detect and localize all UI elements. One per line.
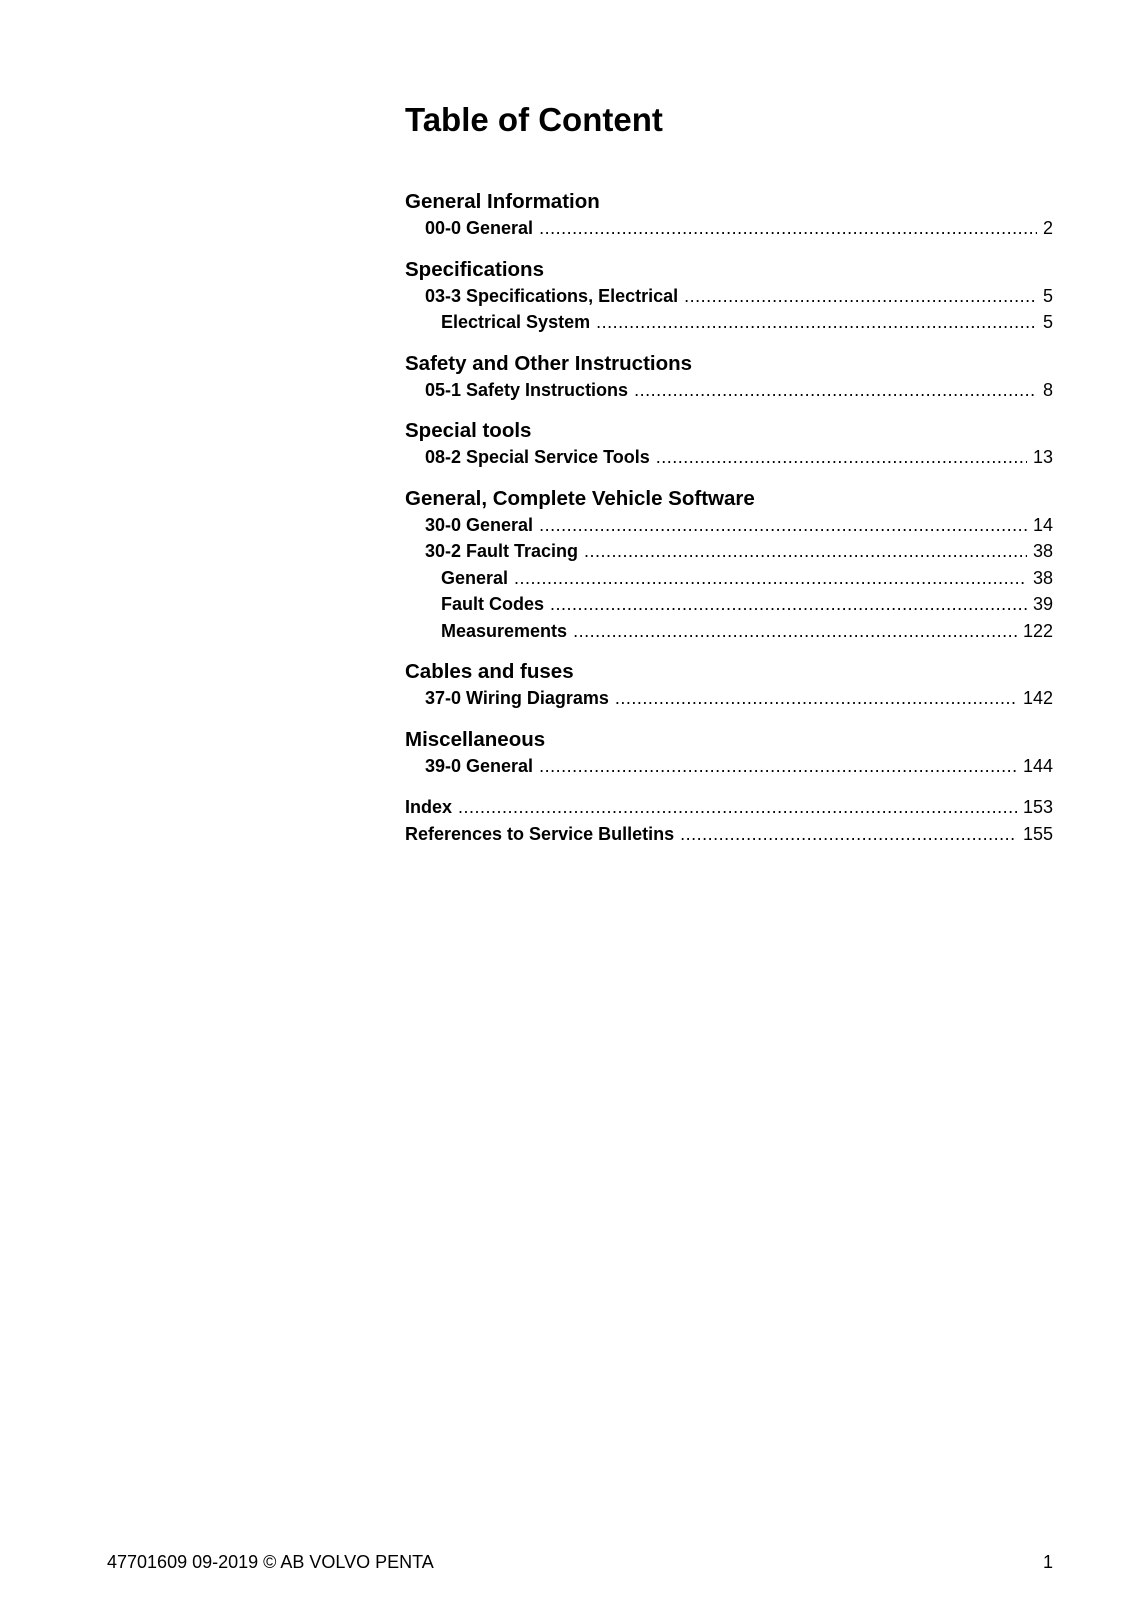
dot-leader [514,565,1027,592]
toc-entry-page-number: 153 [1022,797,1053,817]
toc-section [405,351,1053,404]
toc-entry-label: 39-0 General [425,755,534,776]
toc-entry[interactable] [405,618,1053,645]
dot-leader [539,512,1027,539]
toc-section-heading[interactable]: Miscellaneous [405,727,546,751]
toc-section [405,727,1053,780]
toc-entry[interactable] [405,512,1053,539]
toc-entry-label: General [441,567,509,588]
toc-entry-page-number: 2 [1042,218,1053,238]
toc-entry-page-number: 14 [1032,514,1053,535]
dot-leader [539,753,1017,780]
dot-leader [684,283,1037,310]
toc-entry-page-number: 13 [1032,447,1053,467]
toc-entry-label: Fault Codes [441,594,545,614]
toc-section [405,418,1053,471]
dot-leader [656,444,1027,471]
footer-document-info: 47701609 09-2019 © AB VOLVO PENTA [107,1552,434,1572]
toc-entry[interactable] [405,565,1053,592]
toc-entry[interactable] [405,215,1053,242]
dot-leader [596,309,1037,336]
toc-entry-page-number: 5 [1042,285,1053,306]
toc-entry-label: 30-2 Fault Tracing [425,541,579,561]
toc-entry-page-number: 144 [1022,755,1053,776]
footer-page-number: 1 [1042,1552,1053,1572]
dot-leader [573,618,1017,645]
toc-section-heading[interactable]: Safety and Other Instructions [405,351,693,375]
toc-entry[interactable] [405,538,1053,565]
toc-section [405,189,1053,242]
toc-entry-page-number: 155 [1022,823,1053,844]
toc-section-heading[interactable]: General Information [405,190,600,213]
dot-leader [615,685,1017,712]
dot-leader [458,794,1017,821]
toc-entry-page-number: 122 [1022,620,1053,641]
page-title: Table of Content [405,101,663,138]
toc-section-heading[interactable]: General, Complete Vehicle Software [405,486,755,510]
toc-section [405,486,1053,645]
toc-entry-label: Index [405,797,453,817]
toc-entry-label: 00-0 General [425,218,534,238]
toc-entry[interactable] [405,309,1053,336]
toc-entry-label: 05-1 Safety Instructions [425,379,629,400]
toc-entry-page-number: 38 [1032,541,1053,561]
toc-entry-page-number: 39 [1032,594,1053,614]
toc-entry-label: References to Service Bulletins [405,823,675,844]
toc-entry-label: 08-2 Special Service Tools [425,447,650,467]
dot-leader [550,591,1027,618]
toc-entry-label: 30-0 General [425,514,534,535]
dot-leader [680,821,1017,848]
dot-leader [634,377,1037,404]
toc-entry[interactable] [405,377,1053,404]
toc-section-heading[interactable]: Cables and fuses [405,660,574,683]
toc-entry-page-number: 38 [1032,567,1053,588]
toc-entry-label: 37-0 Wiring Diagrams [425,688,609,708]
toc-entry-page-number: 142 [1022,688,1053,708]
toc-entry-page-number: 5 [1042,312,1053,332]
toc-entry-label: 03-3 Specifications, Electrical [425,285,679,306]
dot-leader [539,215,1037,242]
toc-section [405,659,1053,712]
table-of-contents [405,189,1053,847]
toc-entry-label: Measurements [441,620,568,641]
toc-section [405,257,1053,336]
toc-entry[interactable] [405,591,1053,618]
toc-entry[interactable] [405,794,1053,821]
toc-section-heading[interactable]: Specifications [405,257,544,281]
toc-back-matter [405,794,1053,847]
toc-entry-page-number: 8 [1042,379,1053,400]
toc-entry-label: Electrical System [441,312,591,332]
toc-entry[interactable] [405,685,1053,712]
toc-entry[interactable] [405,821,1053,848]
dot-leader [584,538,1027,565]
toc-entry[interactable] [405,283,1053,310]
toc-entry[interactable] [405,444,1053,471]
toc-entry[interactable] [405,753,1053,780]
toc-section-heading[interactable]: Special tools [405,419,532,442]
